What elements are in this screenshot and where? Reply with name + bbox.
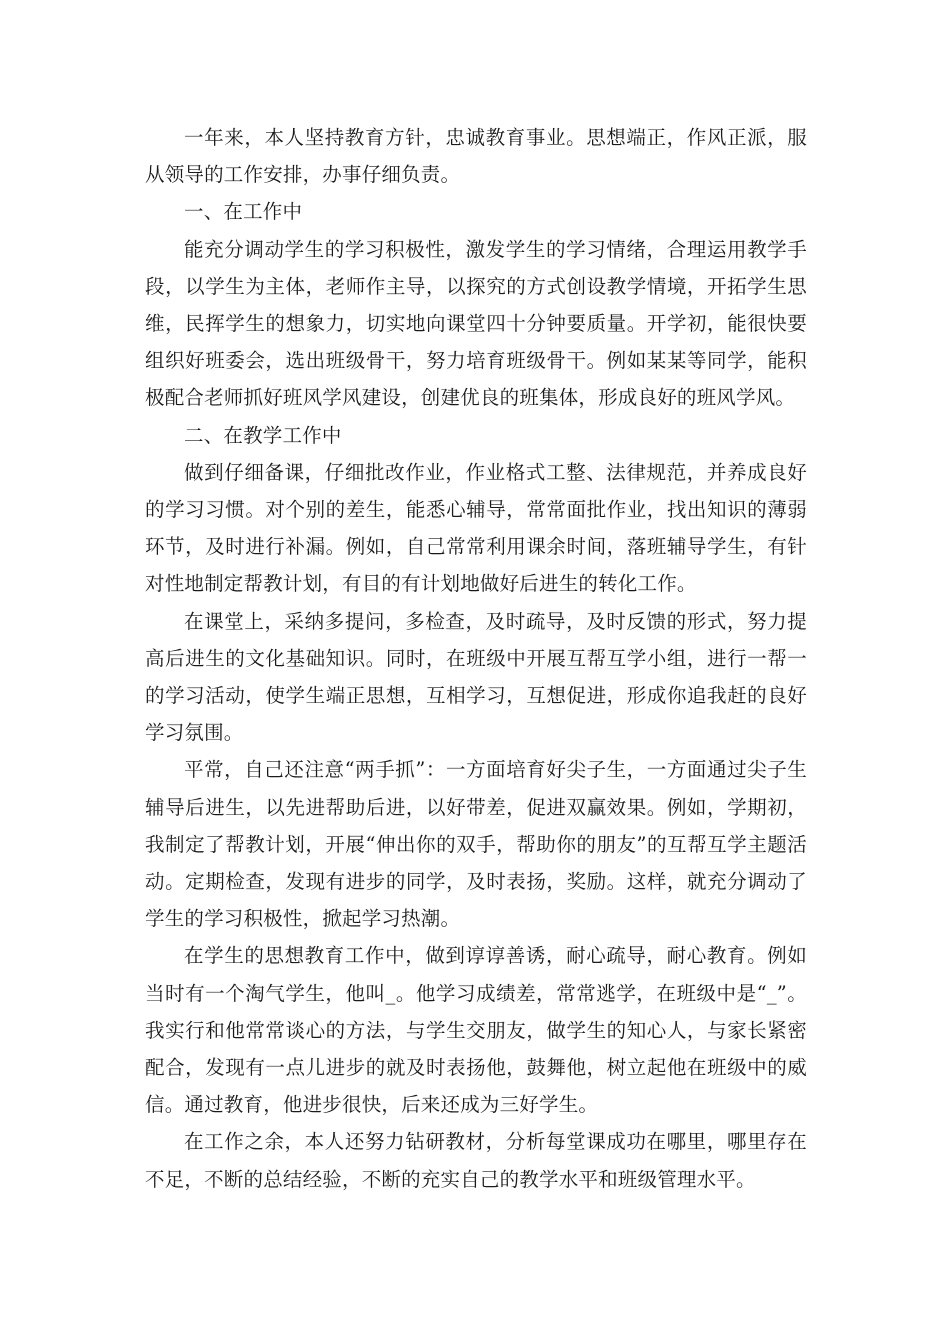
paragraph-conclusion: 在工作之余，本人还努力钻研教材，分析每堂课成功在哪里，哪里存在不足，不断的总结经验，不断的充实自己的教学水平和班级管理水平。 [145,1130,807,1191]
paragraph-two-hands: 平常，自己还注意“两手抓”：一方面培育好尖子生，一方面通过尖子生辅导后进生，以先进帮助后进，以好带差，促进双赢效果。例如，学期初，我制定了帮教计划，开展“伸出你的双手，帮助你的朋友”的互帮互学主题活动。定期检查，发现有进步的同学，及时表扬，奖励。这样，就充分调动了学生的学习积极性，掀起学习热潮。 [145,758,807,931]
paragraph-work: 能充分调动学生的学习积极性，激发学生的学习情绪，合理运用教学手段，以学生为主体，老师作主导，以探究的方式创设教学情境，开拓学生思维，民挥学生的想象力，切实地向课堂四十分钟要质量。开学初，能很快要组织好班委会，选出班级骨干，努力培育班级骨干。例如某某等同学，能积极配合老师抓好班风学风建设，创建优良的班集体，形成良好的班风学风。 [145,237,807,410]
document-body [145,119,807,1198]
section-heading-work: 一、在工作中 [184,200,303,224]
paragraph-moral-education: 在学生的思想教育工作中，做到谆谆善诱，耐心疏导，耐心教育。例如当时有一个淘气学生，他叫_。他学习成绩差，常常逃学，在班级中是“_”。我实行和他常常谈心的方法，与学生交朋友，做学生的知心人，与家长紧密配合，发现有一点儿进步的就及时表扬他，鼓舞他，树立起他在班级中的威信。通过教育，他进步很快，后来还成为三好学生。 [145,944,807,1117]
paragraph-classroom: 在课堂上，采纳多提问，多检查，及时疏导，及时反馈的形式，努力提高后进生的文化基础知识。同时，在班级中开展互帮互学小组，进行一帮一的学习活动，使学生端正思想，互相学习，互想促进，形成你追我赶的良好学习氛围。 [145,609,807,745]
section-heading-teaching: 二、在教学工作中 [184,423,342,447]
paragraph-intro: 一年来，本人坚持教育方针，忠诚教育事业。思想端正，作风正派，服从领导的工作安排，办事仔细负责。 [145,126,807,187]
paragraph-teaching-prep: 做到仔细备课，仔细批改作业，作业格式工整、法律规范，并养成良好的学习习惯。对个别的差生，能悉心辅导，常常面批作业，找出知识的薄弱环节，及时进行补漏。例如，自己常常利用课余时间，落班辅导学生，有针对性地制定帮教计划，有目的有计划地做好后进生的转化工作。 [145,460,807,596]
